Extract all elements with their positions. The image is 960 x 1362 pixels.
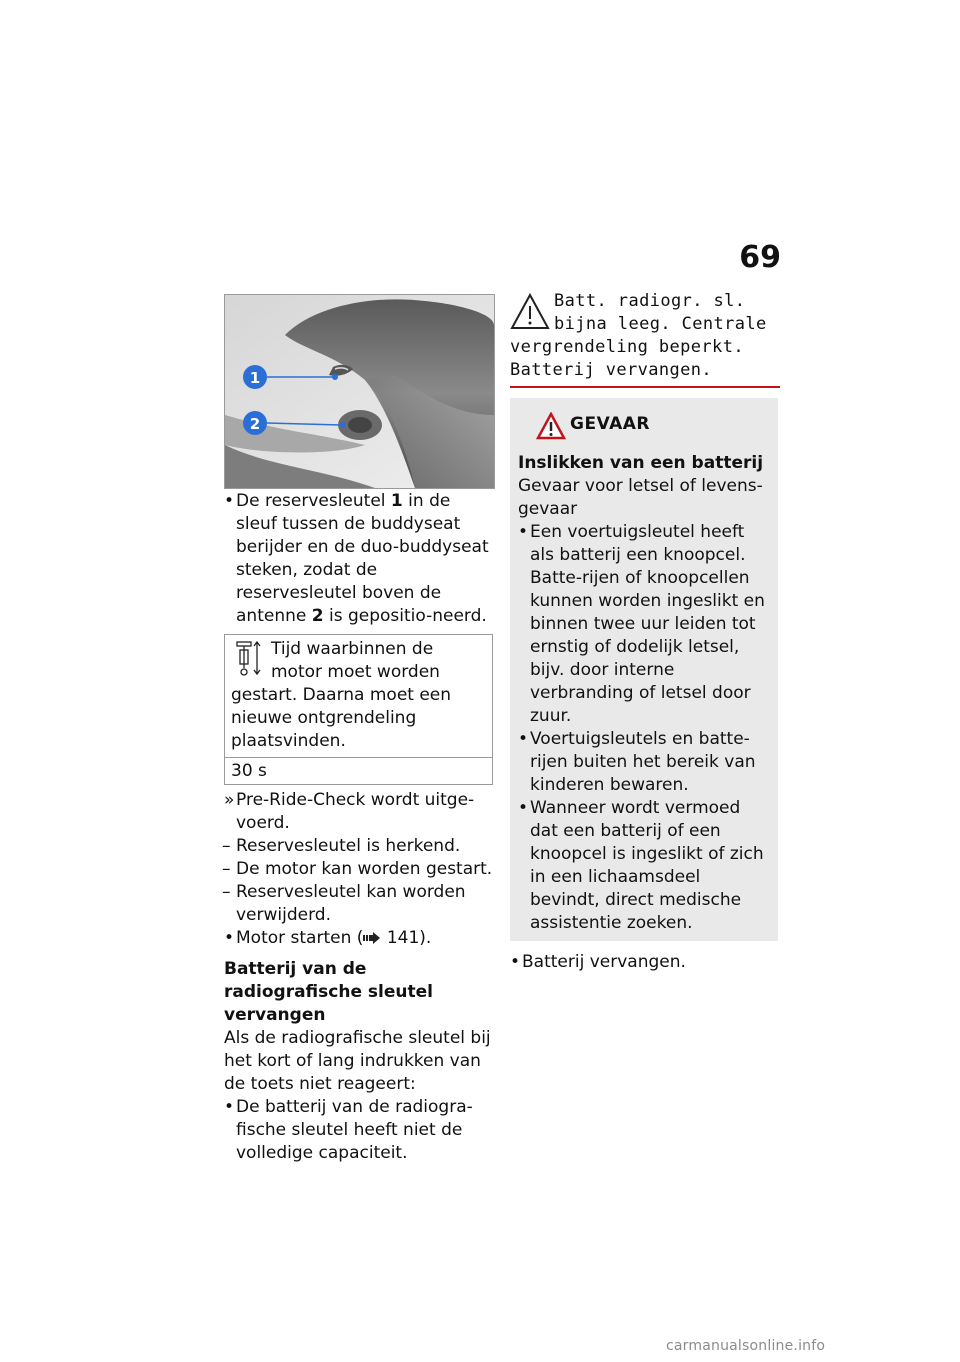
timer-infobox [224,634,493,785]
step-battery-capacity: • De batterij van de radiogra-fische sleutel heeft niet de volledige capaciteit. [224,1097,473,1163]
step-start-motor: • Motor starten ( 141). [224,928,432,948]
dash-item: – Reservesleutel is herkend. [222,836,461,856]
display-message: Batt. radiogr. sl. bijna leeg. Centrale vergrendeling beperkt. Batterij vervangen. [510,291,767,380]
step-insert-key: • De reservesleutel 1 in de sleuf tussen de buddyseat berijder en de duo-buddyseat steken, zodat de reservesleutel boven de antenne 2 is gepositio-neerd. [224,491,489,626]
danger-icon [536,412,566,440]
ref-2: 2 [311,606,324,626]
right-column [510,290,780,974]
danger-subtitle: Gevaar voor letsel of levens-gevaar [518,476,763,519]
section-paragraph: Als de radiografische sleutel bij het kort of lang indrukken van de toets niet reageert: [224,1028,491,1094]
danger-title: Inslikken van een batterij [518,453,764,473]
danger-item: • Een voertuigsleutel heeft als batterij een knoopcel. Batte-rijen of knoopcellen kunnen worden ingeslikt en binnen twee uur leiden tot ernstig of dodelijk letsel, bijv. door interne verbranding of letsel door zuur. [518,522,765,726]
footer-watermark: carmanualsonline.info [666,1338,826,1354]
page-ref[interactable]: 141 [386,928,420,948]
dash-item: – Reservesleutel kan worden verwijderd. [222,882,466,925]
page-ref-arrow-icon [363,932,381,944]
danger-label: GEVAAR [570,414,650,434]
timer-icon [231,638,267,684]
callout-1: 1 [249,369,261,387]
ref-1: 1 [390,491,403,511]
page-number: 69 [739,240,781,275]
display-message-block [510,290,780,388]
bullet: • [224,491,235,511]
danger-item: • Wanneer wordt vermoed dat een batterij of een knoopcel is ingeslikt of zich in een lichaamsdeel bevindt, direct medische assistentie zoeken. [518,798,764,933]
infobox-text: Tijd waarbinnen de motor moet worden gestart. Daarna moet een nieuwe ontgrendeling plaatsvinden. [231,639,452,751]
danger-box [510,398,778,941]
result-line: » Pre-Ride-Check wordt uitge-voerd. [224,790,475,833]
dash-item: – De motor kan worden gestart. [222,859,493,879]
infobox-value: 30 s [225,757,492,784]
seat-illustration [225,295,494,488]
danger-item: • Voertuigsleutels en batte-rijen buiten het bereik van kinderen bewaren. [518,729,756,795]
seat-key-photo [224,294,495,489]
section-heading: Batterij van de radiografische sleutel vervangen [224,959,433,1025]
callout-2: 2 [249,415,261,433]
left-column [224,490,496,1165]
warning-triangle-icon [510,292,550,332]
step-replace-battery: • Batterij vervangen. [510,952,686,972]
